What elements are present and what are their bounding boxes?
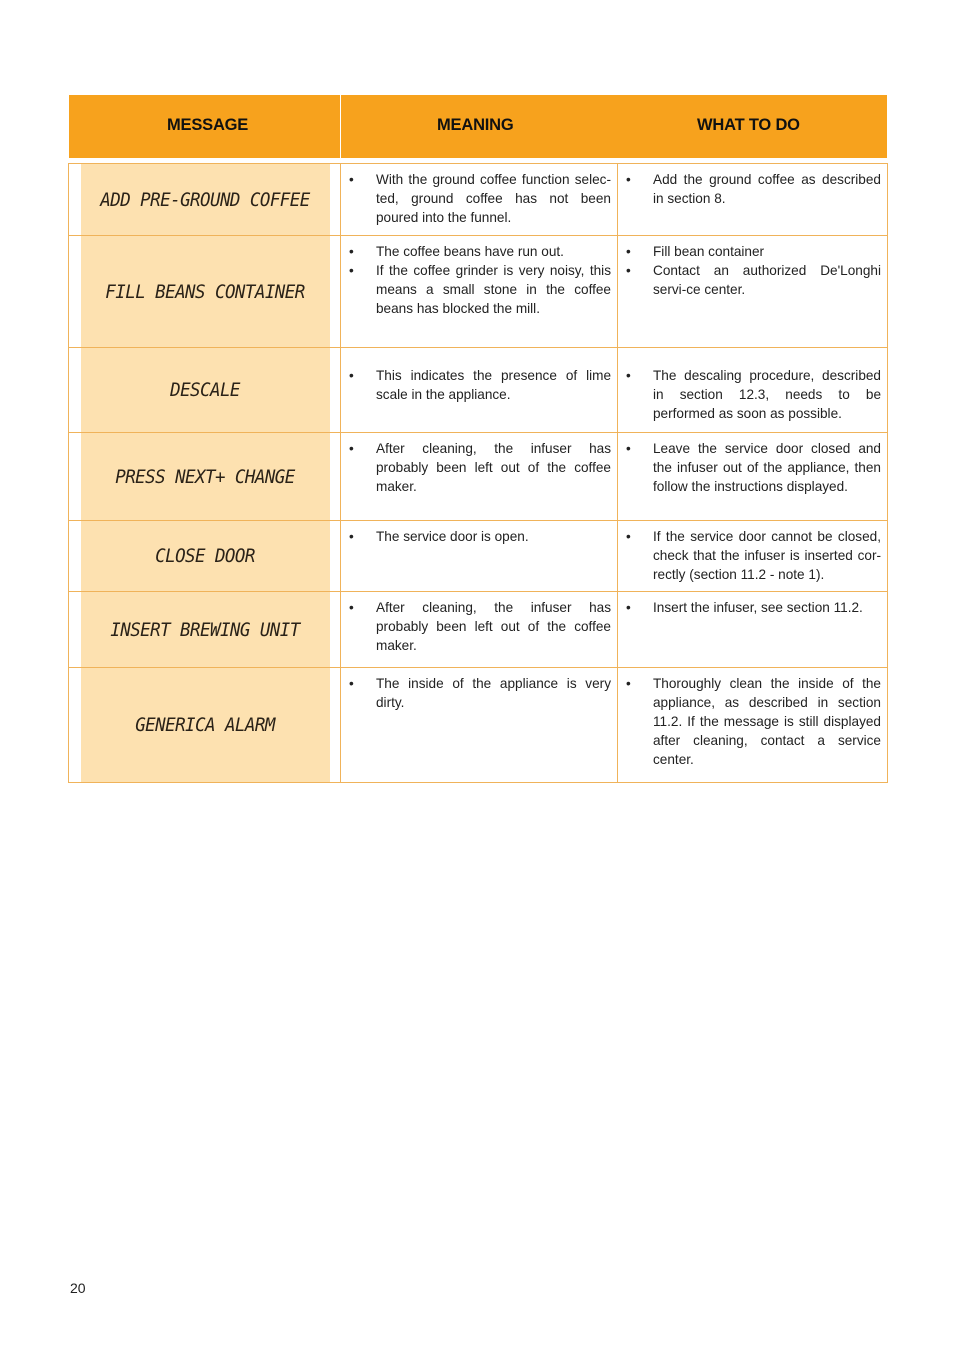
list-item: • After cleaning, the infuser has probably been left out of the coffee maker. — [341, 598, 611, 655]
header-what-to-do: WHAT TO DO — [697, 116, 800, 134]
list-item: • The inside of the appliance is very dirty. — [341, 674, 611, 712]
messages-table — [68, 163, 888, 783]
table-row — [69, 348, 888, 433]
list-item: • After cleaning, the infuser has probably been left out of the coffee maker. — [341, 439, 611, 496]
meaning-cell — [341, 348, 618, 433]
action-cell — [618, 521, 888, 592]
list-item: • Thoroughly clean the inside of the appliance, as described in section 11.2. If the message is still displayed after cleaning, contact a service center. — [618, 674, 881, 769]
list-item: • Add the ground coffee as described in section 8. — [618, 170, 881, 208]
header-meaning: MEANING — [437, 116, 514, 134]
table-row — [69, 236, 888, 348]
header-divider — [340, 95, 341, 158]
display-message: GENERICA ALARM — [79, 668, 329, 783]
meaning-cell — [341, 668, 618, 783]
list-item: • Leave the service door closed and the infuser out of the appliance, then follow the instructions displayed. — [618, 439, 881, 496]
page-number: 20 — [70, 1280, 86, 1296]
meaning-cell — [341, 433, 618, 521]
action-cell — [618, 433, 888, 521]
table-header — [69, 95, 887, 158]
action-cell — [618, 668, 888, 783]
table-row — [69, 668, 888, 783]
display-message: INSERT BREWING UNIT — [79, 592, 329, 668]
table-row — [69, 592, 888, 668]
meaning-cell — [341, 236, 618, 348]
list-item: • Contact an authorized De'Longhi servi-ce center. — [618, 261, 881, 299]
display-message: DESCALE — [79, 348, 329, 433]
meaning-cell — [341, 521, 618, 592]
list-item: • Insert the infuser, see section 11.2. — [618, 598, 881, 617]
list-item: • With the ground coffee function selec-ted, ground coffee has not been poured into the funnel. — [341, 170, 611, 227]
list-item: • The descaling procedure, described in section 12.3, needs to be performed as soon as possible. — [618, 366, 881, 423]
list-item: • The service door is open. — [341, 527, 611, 546]
list-item: • If the service door cannot be closed, check that the infuser is inserted cor-rectly (section 11.2 - note 1). — [618, 527, 881, 584]
table-row — [69, 164, 888, 236]
display-message: PRESS NEXT+ CHANGE — [79, 433, 329, 521]
list-item: • Fill bean container — [618, 242, 881, 261]
display-message: ADD PRE-GROUND COFFEE — [79, 164, 329, 236]
display-message: CLOSE DOOR — [79, 521, 329, 592]
table-row — [69, 433, 888, 521]
action-cell — [618, 348, 888, 433]
list-item: • If the coffee grinder is very noisy, this means a small stone in the coffee beans has blocked the mill. — [341, 261, 611, 318]
list-item: • The coffee beans have run out. — [341, 242, 611, 261]
meaning-cell — [341, 592, 618, 668]
meaning-cell — [341, 164, 618, 236]
action-cell — [618, 164, 888, 236]
list-item: • This indicates the presence of lime scale in the appliance. — [341, 366, 611, 404]
action-cell — [618, 236, 888, 348]
display-message: FILL BEANS CONTAINER — [79, 236, 329, 348]
header-message: MESSAGE — [167, 116, 249, 134]
table-row — [69, 521, 888, 592]
action-cell — [618, 592, 888, 668]
